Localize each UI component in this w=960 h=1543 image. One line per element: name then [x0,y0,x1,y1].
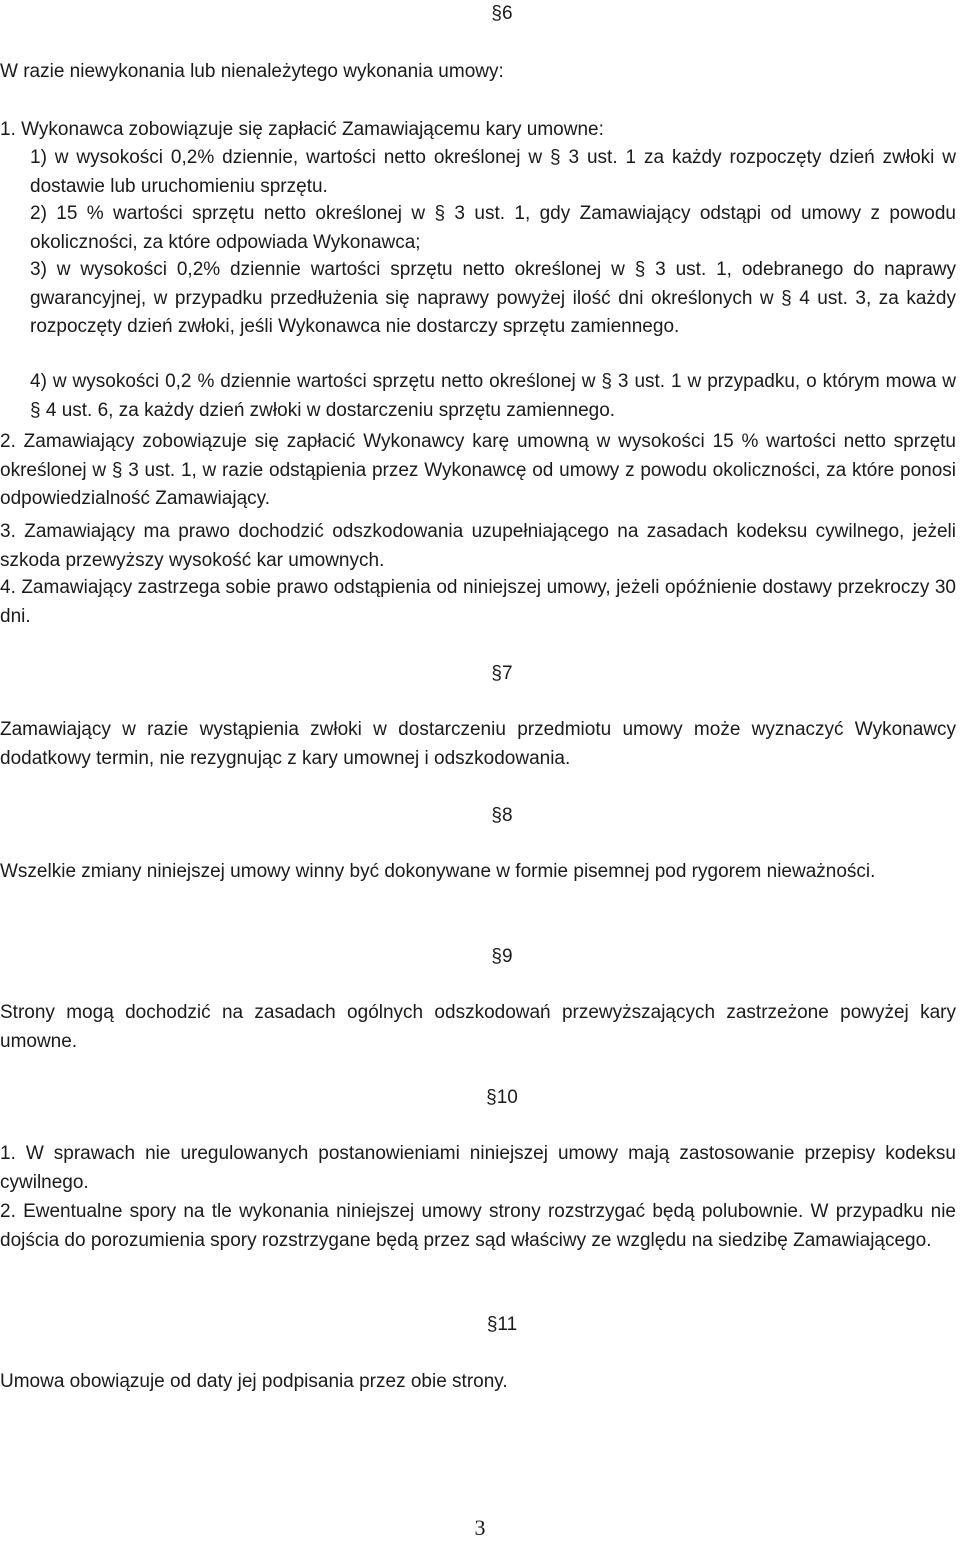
section-6-item-1-3: 3) w wysokości 0,2% dziennie wartości sprzętu netto określonej w § 3 ust. 1, odebranego do naprawy gwarancyjnej, w przypadku przedłużenia się naprawy powyżej ilość dni określonych w § 4 ust. 3, za każdy rozpoczęty dzień zwłoki, jeśli Wykonawca nie dostarczy sprzętu zamiennego. [30,259,956,337]
section-11-heading: §11 [486,1314,518,1335]
section-6-item-3: 3. Zamawiający ma prawo dochodzić odszkodowania uzupełniającego na zasadach kodeksu cywilnego, jeżeli szkoda przewyższy wysokość kar umownych. [0,521,956,571]
section-6-item-4: 4. Zamawiający zastrzega sobie prawo odstąpienia od niniejszej umowy, jeżeli opóźnienie dostawy przekroczy 30 dni. [0,577,956,627]
section-6-heading: §6 [491,3,513,24]
section-9-heading: §9 [491,946,513,967]
section-10-item-1: 1. W sprawach nie uregulowanych postanowieniami niniejszej umowy mają zastosowanie przepisy kodeksu cywilnego. [0,1143,956,1193]
section-6-item-1: 1. Wykonawca zobowiązuje się zapłacić Zamawiającemu kary umowne: [0,119,604,140]
section-11-text: Umowa obowiązuje od daty jej podpisania przez obie strony. [0,1371,508,1392]
section-10-item-2: 2. Ewentualne spory na tle wykonania niniejszej umowy strony rozstrzygać będą polubownie. W przypadku nie dojścia do porozumienia spory rozstrzygane będą przez sąd właściwy ze względu na siedzibę Zamawiającego. [0,1201,956,1251]
section-7-heading: §7 [491,663,513,684]
section-9-text: Strony mogą dochodzić na zasadach ogólnych odszkodowań przewyższających zastrzeżone powyżej kary umowne. [0,1002,956,1052]
section-6-item-1-4: 4) w wysokości 0,2 % dziennie wartości sprzętu netto określonej w § 3 ust. 1 w przypadku, o którym mowa w § 4 ust. 6, za każdy dzień zwłoki w dostarczeniu sprzętu zamiennego. [30,371,956,421]
section-10-heading: §10 [486,1087,518,1108]
section-6-item-1-2: 2) 15 % wartości sprzętu netto określonej w § 3 ust. 1, gdy Zamawiający odstąpi od umowy z powodu okoliczności, za które odpowiada Wykonawca; [30,203,956,253]
section-6-item-1-1: 1) w wysokości 0,2% dziennie, wartości netto określonej w § 3 ust. 1 za każdy rozpoczęty dzień zwłoki w dostawie lub uruchomieniu sprzętu. [30,147,956,197]
page-number: 3 [474,1515,486,1540]
section-8-heading: §8 [491,805,513,826]
section-8-text: Wszelkie zmiany niniejszej umowy winny być dokonywane w formie pisemnej pod rygorem nieważności. [0,861,876,882]
section-7-text: Zamawiający w razie wystąpienia zwłoki w dostarczeniu przedmiotu umowy może wyznaczyć Wykonawcy dodatkowy termin, nie rezygnując z kary umownej i odszkodowania. [0,719,956,769]
section-6-item-2: 2. Zamawiający zobowiązuje się zapłacić Wykonawcy karę umowną w wysokości 15 % wartości netto sprzętu określonej w § 3 ust. 1, w razie odstąpienia przez Wykonawcę od umowy z powodu okoliczności, za które ponosi odpowiedzialność Zamawiający. [0,431,956,509]
section-6-intro: W razie niewykonania lub nienależytego wykonania umowy: [0,61,504,82]
